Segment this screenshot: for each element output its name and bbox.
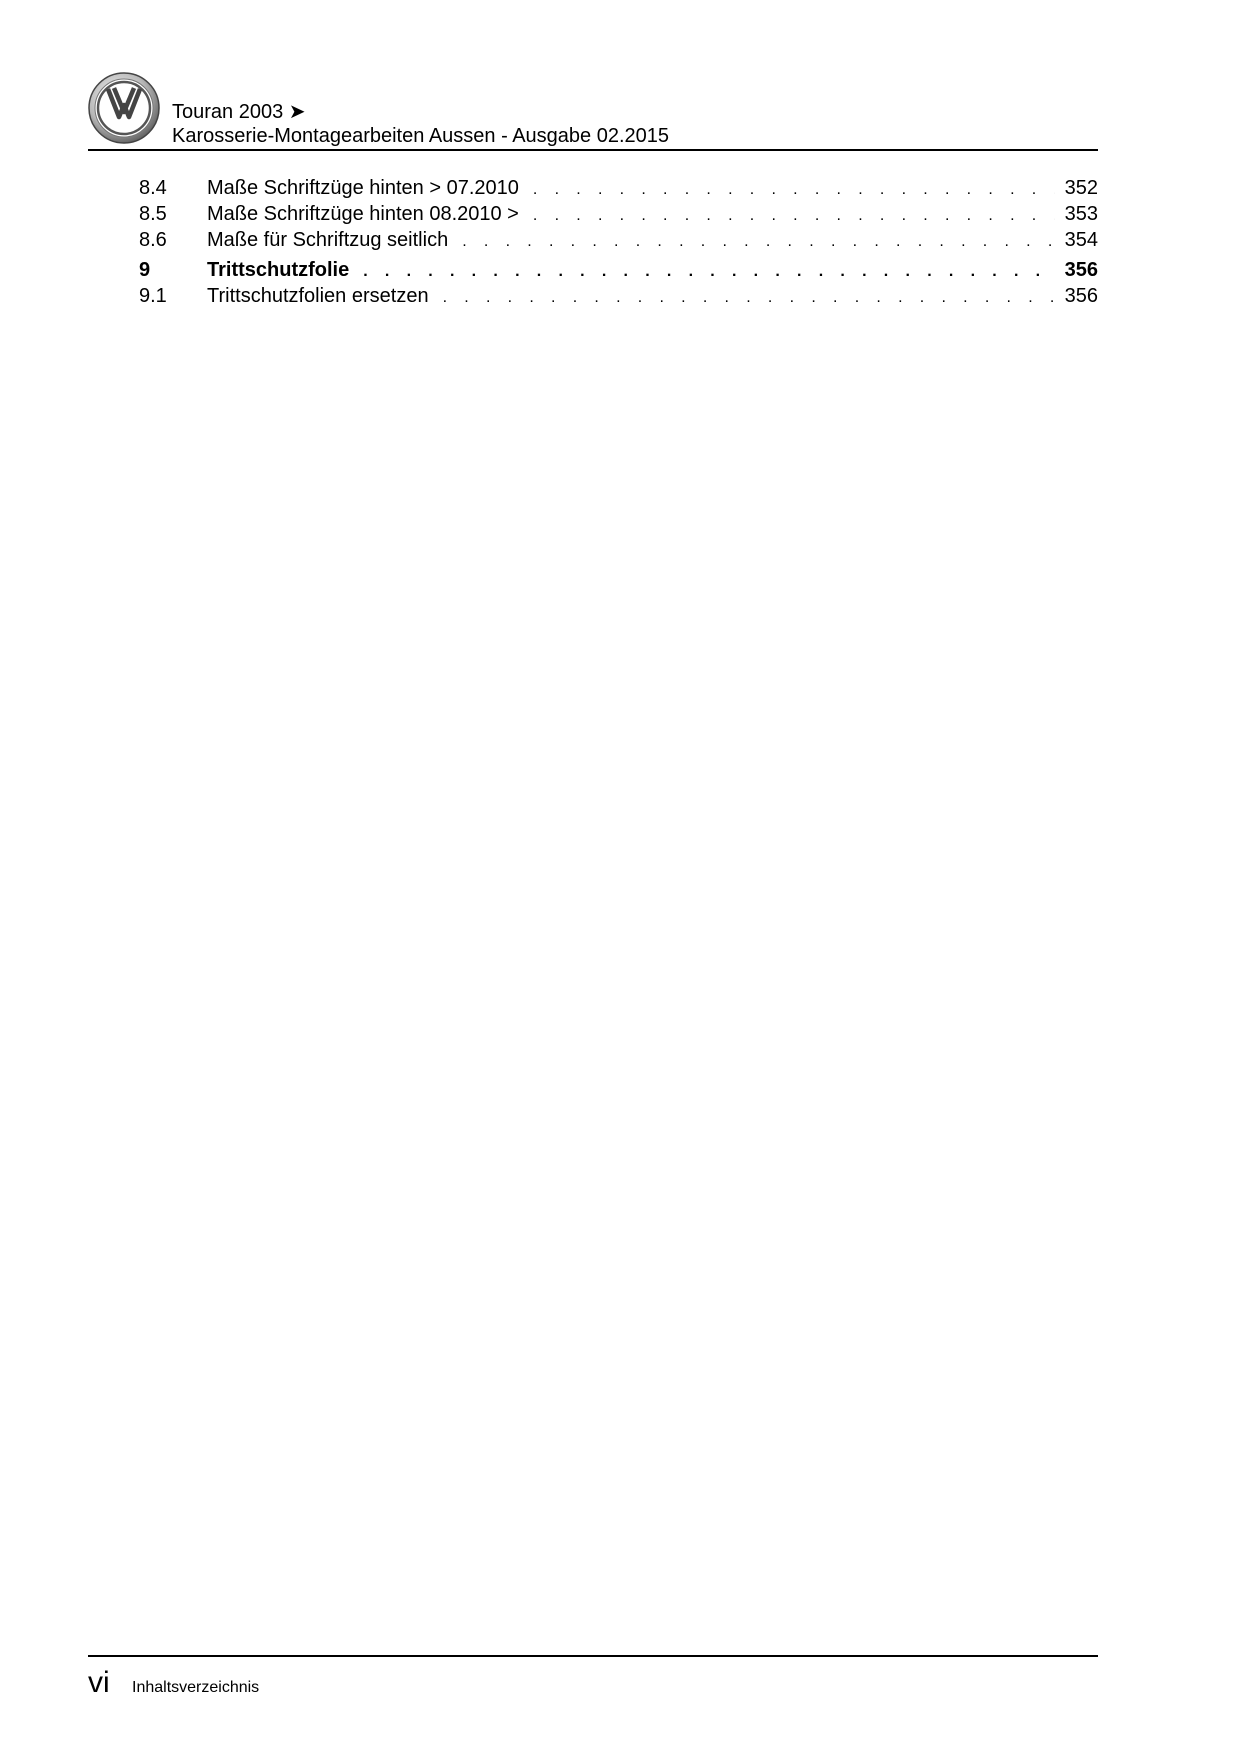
toc-entry-page: 356 [1064,259,1098,281]
toc-leader-dots [363,259,1054,285]
toc-entry-page: 356 [1064,285,1098,307]
document-subtitle: Karosserie-Montagearbeiten Aussen - Ausgabe 02.2015 [172,125,670,147]
document-title: Touran 2003 ➤ [172,101,306,123]
toc-entry[interactable] [139,227,1098,253]
toc-entry-number: 9 [139,259,151,281]
toc-entry-title: Maße Schriftzüge hinten > 07.2010 [207,177,519,199]
page-number: vi [88,1666,110,1699]
toc-entry[interactable] [139,175,1098,201]
toc-leader-dots [462,229,1054,255]
toc-entry-number: 8.5 [139,203,167,225]
page-header [88,72,1098,150]
footer-section-label: Inhaltsverzeichnis [132,1679,260,1696]
toc-leader-dots [533,203,1055,229]
toc-entry-number: 8.4 [139,177,167,199]
toc-entry-page: 352 [1064,177,1098,199]
toc-entry-page: 354 [1064,229,1098,251]
toc-entry-title: Maße Schriftzüge hinten 08.2010 > [207,203,519,225]
toc-chapter-entry[interactable] [139,257,1098,283]
toc-entry-title: Trittschutzfolien ersetzen [207,285,429,307]
toc-leader-dots [443,285,1055,311]
toc-entry-title: Maße für Schriftzug seitlich [207,229,449,251]
header-divider [88,149,1098,151]
toc-entry-number: 8.6 [139,229,167,251]
toc-entry[interactable] [139,283,1098,309]
footer-divider [88,1655,1098,1657]
toc-entry[interactable] [139,201,1098,227]
vw-logo-icon [88,72,160,144]
toc-entry-title: Trittschutzfolie [207,259,350,281]
toc-entry-page: 353 [1064,203,1098,225]
toc-leader-dots [533,177,1055,203]
toc-entry-number: 9.1 [139,285,167,307]
table-of-contents [139,175,1098,309]
